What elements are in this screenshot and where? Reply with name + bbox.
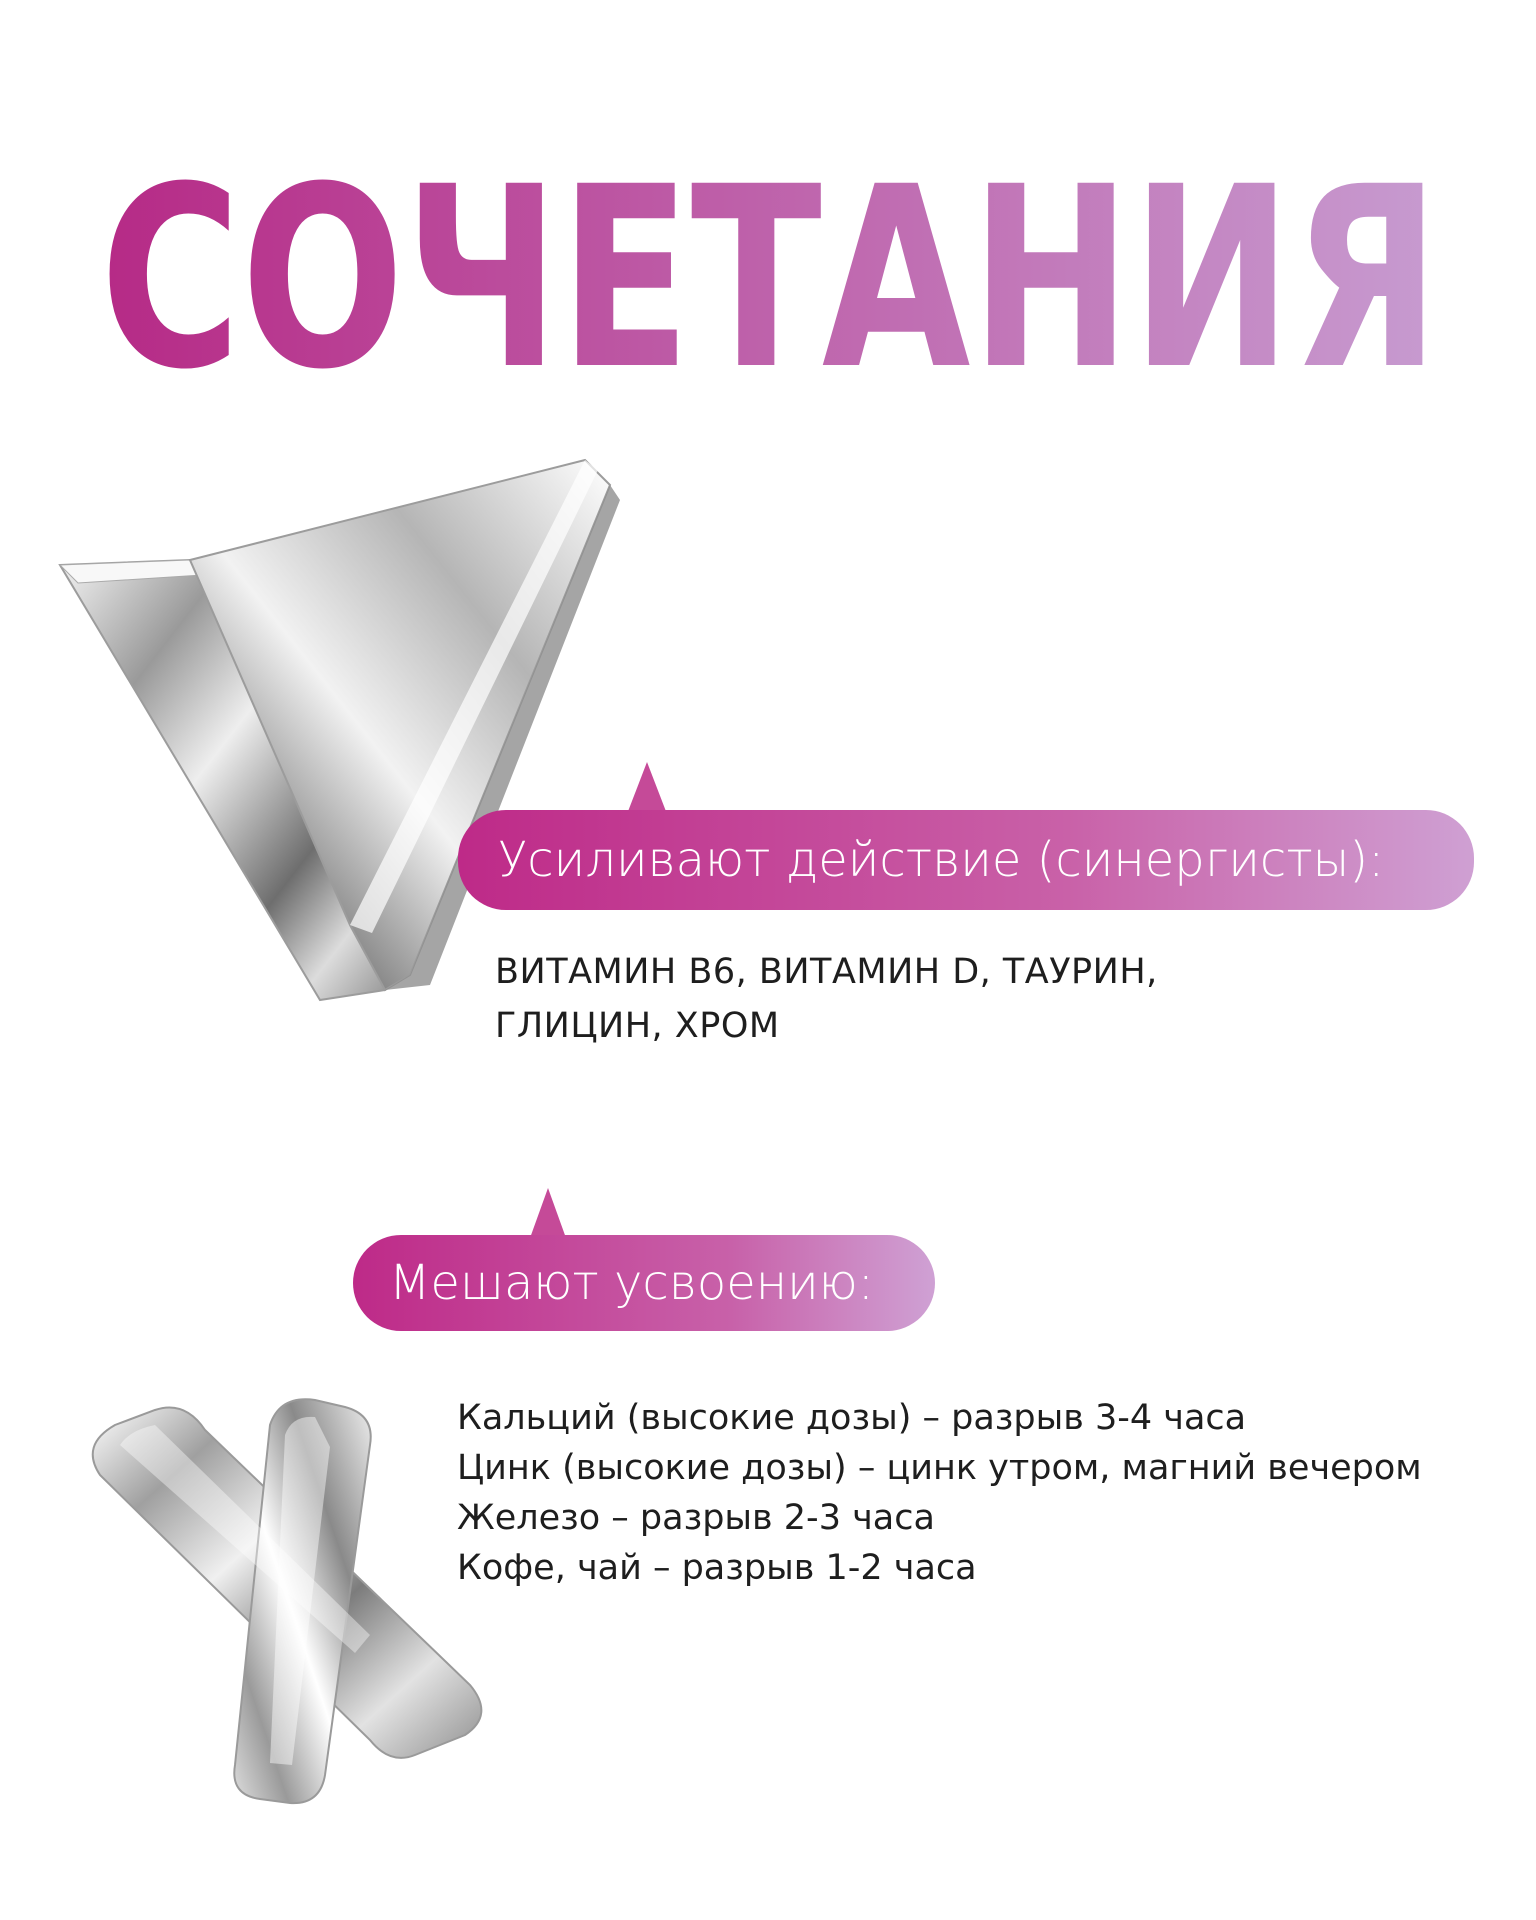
synergists-label: Усиливают действие (синергисты): [498, 832, 1385, 888]
list-item: Кальций (высокие дозы) – разрыв 3-4 часа [457, 1398, 1247, 1438]
list-item: ГЛИЦИН, ХРОМ [495, 1006, 780, 1046]
inhibitors-label: Мешают усвоению: [389, 1255, 874, 1311]
synergists-list [495, 945, 1158, 1053]
list-item: Железо – разрыв 2-3 часа [457, 1498, 935, 1538]
list-item: ВИТАМИН В6, ВИТАМИН D, ТАУРИН, [495, 952, 1158, 992]
pill-tail-pointer [530, 1188, 566, 1238]
checkmark-chrome-icon [50, 455, 630, 1015]
list-item: Цинк (высокие дозы) – цинк утром, магний вечером [457, 1448, 1422, 1488]
inhibitors-list [457, 1393, 1422, 1593]
cross-chrome-icon [70, 1385, 520, 1815]
list-item: Кофе, чай – разрыв 1-2 часа [457, 1548, 977, 1588]
inhibitors-label-pill [353, 1235, 935, 1331]
synergists-label-pill [458, 810, 1474, 910]
page-title-graphic [100, 160, 1440, 410]
page-title-text: СОЧЕТАНИЯ [100, 160, 1440, 410]
pill-tail-pointer [627, 762, 667, 814]
page-title [100, 160, 1440, 410]
